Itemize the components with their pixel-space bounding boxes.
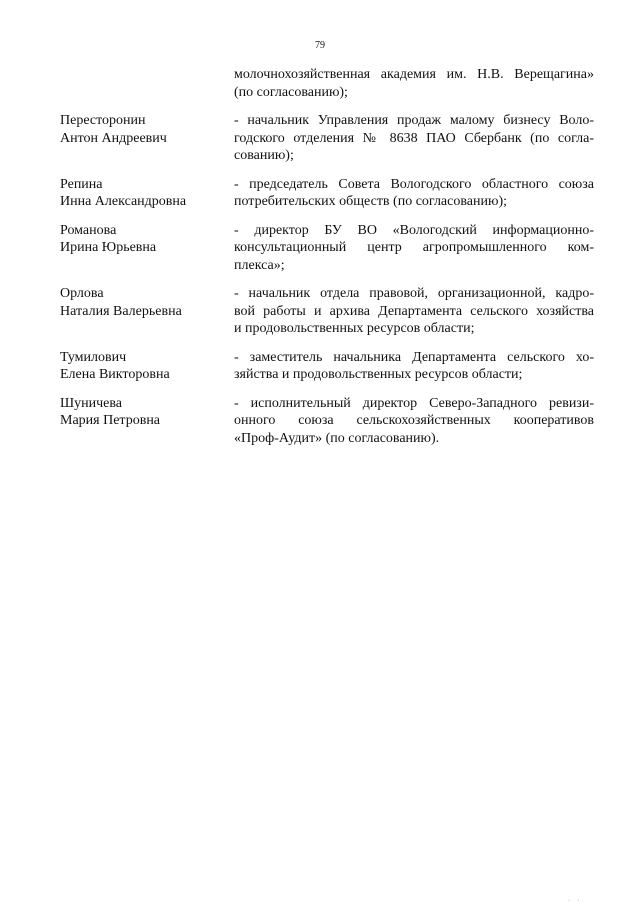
member-given-names: Мария Петровна [60, 413, 161, 428]
member-given-names: Наталия Валерьевна [60, 303, 182, 319]
member-given-names: Елена Викторовна [60, 367, 170, 382]
member-row [0, 349, 640, 384]
description-line: зяйства и продовольственных ресурсов области; [234, 367, 523, 382]
description-line: вой работы и архива Департамента сельского хозяйства [234, 303, 594, 319]
page-number: 79 [315, 40, 325, 51]
member-description [234, 349, 594, 384]
member-name [60, 349, 225, 384]
member-name [60, 285, 225, 320]
member-surname: Орлова [60, 286, 104, 301]
description-line: - директор БУ ВО «Вологодский информационно- [234, 222, 594, 238]
member-given-names: Антон Андреевич [60, 130, 167, 146]
member-name [60, 112, 225, 147]
member-surname: Романова [60, 222, 117, 238]
description-line: - исполнительный директор Северо-Западного ревизи- [234, 395, 594, 411]
member-list [0, 66, 640, 447]
member-surname: Репина [60, 176, 103, 192]
member-name [60, 395, 225, 430]
member-given-names: Инна Александровна [60, 194, 187, 209]
member-description [234, 395, 594, 448]
member-description [234, 66, 594, 101]
description-line: и продовольственных ресурсов области; [234, 321, 475, 336]
member-row [0, 285, 640, 338]
member-given-names: Ирина Юрьевна [60, 240, 157, 255]
member-row [0, 112, 640, 165]
description-line: потребительских обществ (по согласованию); [234, 194, 507, 209]
description-line: «Проф-Аудит» (по согласованию). [234, 430, 440, 446]
scan-corner-mark: · · [568, 898, 583, 904]
member-description [234, 222, 594, 275]
member-row [0, 176, 640, 211]
member-description [234, 112, 594, 165]
description-line: - председатель Совета Вологодского областного союза [234, 176, 594, 192]
member-row [0, 222, 640, 275]
description-line: - начальник Управления продаж малому бизнесу Воло- [234, 113, 594, 128]
member-row [0, 395, 640, 448]
member-surname: Пересторонин [60, 113, 146, 128]
description-line: консультационный центр агропромышленного ком- [234, 240, 594, 255]
description-line: - начальник отдела правовой, организационной, кадро- [234, 286, 594, 301]
member-surname: Тумилович [60, 349, 127, 365]
description-line: плекса»; [234, 257, 285, 273]
description-line: сованию); [234, 148, 294, 163]
member-name [60, 222, 225, 257]
member-row [0, 66, 640, 101]
description-line: онного союза сельскохозяйственных кооперативов [234, 413, 594, 428]
member-surname: Шуничева [60, 395, 123, 411]
member-description [234, 285, 594, 338]
member-description [234, 176, 594, 211]
description-line: (по согласованию); [234, 84, 348, 100]
member-name [60, 176, 225, 211]
description-line: годского отделения № 8638 ПАО Сбербанк (по согла- [234, 130, 594, 146]
description-line: - заместитель начальника Департамента сельского хо- [234, 349, 594, 365]
description-line: молочнохозяйственная академия им. Н.В. Верещагина» [234, 67, 594, 82]
